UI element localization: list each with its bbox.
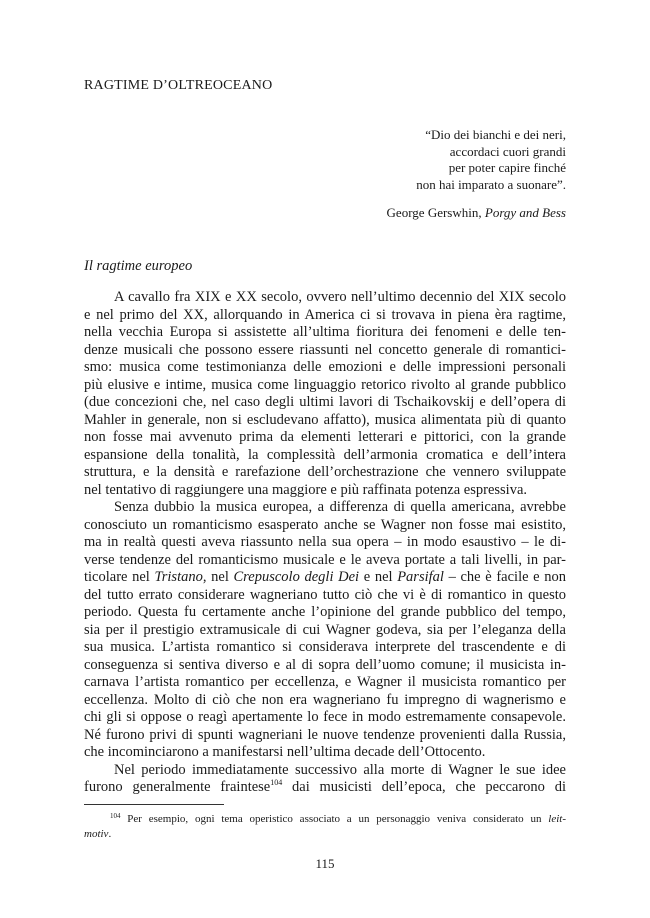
text-line: nella vecchia Europa si assistette all’ultima fioritura dei fenomeni e delle ten- bbox=[84, 324, 566, 340]
work-title: Crepuscolo degli Dei bbox=[233, 569, 360, 585]
section-heading: Il ragtime europeo bbox=[84, 258, 193, 274]
text-line: A cavallo fra XIX e XX secolo, ovvero nell’ultimo decennio del XIX secolo bbox=[114, 289, 566, 305]
footnote-term: motiv bbox=[84, 827, 109, 840]
footnote-line bbox=[84, 827, 566, 842]
text-line: periodo. Questa fu certamente anche l’opinione del grande pubblico del tempo, bbox=[84, 604, 566, 620]
text-line: espansione della tonalità, la complessità dell’armonia cromatica e dell’intera bbox=[84, 446, 566, 463]
text-run: , nel bbox=[202, 569, 234, 585]
text-line: Mahler in generale, non si escludevano affatto), musica alimentata più di quanto bbox=[84, 411, 566, 428]
footnote-text: Per esempio, ogni tema operistico associato a un personaggio veniva considerato un bbox=[120, 813, 549, 825]
body-text bbox=[84, 289, 566, 797]
chapter-title: RAGTIME D’OLTREOCEANO bbox=[84, 78, 273, 93]
text-line: Senza dubbio la musica europea, a differenza di quella americana, avrebbe bbox=[114, 499, 566, 515]
text-line: eccellenza. Molto di ciò che non era wagneriano fu impregno di wagnerismo e bbox=[84, 691, 566, 708]
epigraph-work-title: Porgy and Bess bbox=[484, 205, 566, 221]
page-number: 115 bbox=[315, 856, 335, 871]
text-line: chi gli si oppose o reagì apertamente lo fece in modo estremamente consapevole. bbox=[84, 709, 566, 725]
epigraph-author: George Gerswhin, bbox=[386, 205, 485, 221]
text-line: Nel periodo immediatamente successivo alla morte di Wagner le sue idee bbox=[114, 761, 566, 778]
footnote-term: leit- bbox=[548, 813, 566, 825]
text-line: sia per il prestigio extramusicale di cui Wagner godeva, sia per l’eleganza della bbox=[84, 621, 566, 638]
text-line: del tutto errato considerare wagneriano tutto ciò che vi è di romantico in questo bbox=[84, 586, 566, 603]
text-line: verse tendenze del romanticismo musicale e le aveva portate a tali livelli, in par- bbox=[84, 551, 566, 568]
text-line: smo: musica come testimonianza delle emozioni e delle impressioni personali bbox=[84, 359, 566, 375]
footnote-divider bbox=[84, 804, 224, 805]
epigraph-line: non hai imparato a suonare”. bbox=[416, 176, 566, 192]
text-line: conseguenza si sentiva diverso e al di sopra dell’uomo comune; il musicista in- bbox=[84, 656, 566, 673]
text-line: carnava l’artista romantico per eccellenza, e Wagner il musicista romantico per bbox=[84, 674, 566, 690]
text-line: e nel primo del XX, allorquando in America ci si trovava in piena èra ragtime, bbox=[84, 306, 566, 323]
epigraph-line: per poter capire finché bbox=[448, 160, 566, 176]
text-line: (due concezioni che, nel caso degli ultimi lavori di Tschaikovskij e dell’opera di bbox=[84, 394, 566, 410]
text-run: ticolare nel bbox=[84, 569, 155, 585]
work-title: Tristano bbox=[154, 569, 203, 585]
text-line: struttura, e la densità e rarefazione dell’orchestrazione che vennero sviluppate bbox=[84, 464, 566, 480]
text-run: – che è facile e non bbox=[443, 569, 567, 585]
work-title: Parsifal bbox=[397, 569, 444, 585]
text-line: denze musicali che possono essere riassunti nel concetto generale di romantici- bbox=[84, 341, 566, 358]
text-line: che incominciarono a manifestarsi nell’ultima decade dell’Ottocento. bbox=[84, 744, 486, 760]
epigraph-line: “Dio dei bianchi e dei neri, bbox=[425, 127, 566, 142]
text-line bbox=[84, 569, 566, 587]
text-line: conosciuto un romanticismo esasperato anche se Wagner non fosse mai esistito, bbox=[84, 516, 566, 533]
text-line bbox=[84, 779, 566, 797]
text-line: più elusive e intime, musica come linguaggio retorico rivolto al grande pubblico bbox=[84, 376, 566, 393]
text-run: e nel bbox=[359, 569, 398, 585]
epigraph-line: accordaci cuori grandi bbox=[449, 143, 566, 159]
footnote-number: 104 bbox=[110, 812, 121, 820]
epigraph-attribution bbox=[387, 205, 566, 222]
text-line: sua musica. L’artista romantico si considerava interprete del trascendente e di bbox=[84, 639, 566, 655]
epigraph bbox=[387, 127, 566, 222]
text-run: dai musicisti dell’epoca, che peccarono di bbox=[282, 779, 566, 795]
text-line: ma in realtà questi aveva riassunto nella sua opera – in modo esaustivo – le di- bbox=[84, 534, 566, 550]
text-run: furono generalmente fraintese bbox=[84, 779, 271, 795]
footnote-line bbox=[84, 812, 566, 827]
footnote-reference[interactable]: 104 bbox=[270, 778, 283, 787]
footnote bbox=[84, 812, 566, 841]
text-line: Né furono privi di spunti wagneriani le nuove tendenze provenienti dalla Russia, bbox=[84, 726, 566, 743]
text-line: non fosse mai avvenuto prima da elementi letterari e pittorici, con la grande bbox=[84, 429, 566, 445]
footnote-text: . bbox=[108, 827, 112, 840]
text-line: nel tentativo di raggiungere una maggiore e più raffinata potenza espressiva. bbox=[84, 481, 528, 498]
